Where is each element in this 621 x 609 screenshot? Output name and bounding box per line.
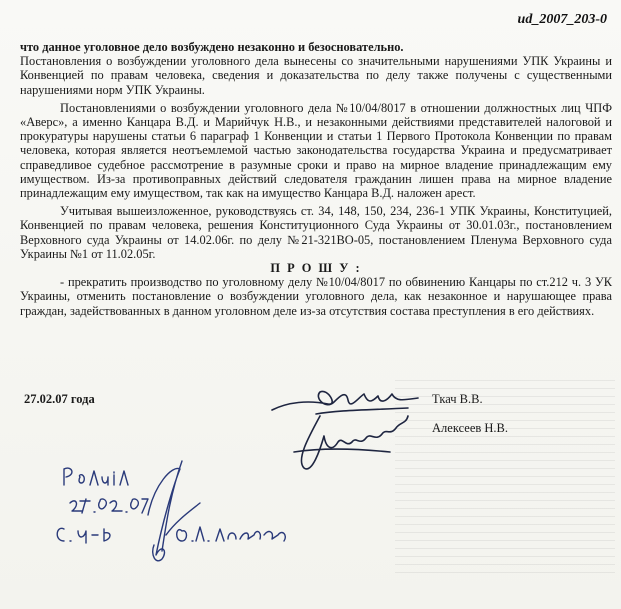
- paragraph-5: - прекратить производство по уголовному делу №10/04/8017 по обвинению Канцары по ст.212 ч. 3 УК Украины, отменить постановление о возбуждении уголовного дела, как незаконное и нарушающее права граждан, задействованных в данном уголовном деле из-за отсутствия состава преступления в его действиях.: [20, 275, 612, 318]
- paragraph-3: Постановлениями о возбуждении уголовного дела №10/04/8017 в отношении должностных лиц ЧПФ «Аверс», а именно Канцара В.Д. и Марийчук Н.В., и незаконными действиями представителей налоговой и прокуратуры нарушены статьи 6 параграф 1 Конвенции и статьи 1 Первого Протокола Конвенции по правам человека, которая является неотъемлемой частью законодательства государства Украина и предусматривает справедливое судебное рассмотрение в разумные сроки и право на мирное владение принадлежащим ему имуществом. Из-за противоправных действий следователя гражданин лишен права на мирное владение принадлежащим ему имуществом, так как на имущество Канцара В.Д. наложен арест.: [20, 100, 612, 201]
- signer-1: Ткач В.В.: [432, 392, 483, 406]
- document-body: [20, 40, 612, 318]
- request-heading: П Р О Ш У :: [270, 261, 362, 276]
- document-date: 27.02.07 года: [24, 392, 95, 406]
- paragraph-4: Учитывая вышеизложенное, руководствуясь ст. 34, 148, 150, 234, 236-1 УПК Украины, Конституцией, Конвенцией по правам человека, решения Конституционного Суда Украины от 30.01.03г., постановлением Верховного суда Украины от 14.02.06г. по делу №21-321ВО-05, постановлением Пленума Верховного суда Украины №1 от 11.02.05г.: [20, 204, 612, 261]
- signature-2-image: [290, 408, 420, 478]
- background-texture: [395, 373, 615, 573]
- paragraph-1: что данное уголовное дело возбуждено незаконно и безосновательно.: [20, 40, 404, 54]
- handwritten-note-image: [50, 455, 300, 595]
- signer-2: Алексеев Н.В.: [432, 421, 509, 435]
- paragraph-2: Постановления о возбуждении уголовного дела вынесены со значительными нарушениями УПК Украины и Конвенцией по правам человека, сведения и доказательства по делу также получены с существенными нарушениями норм УПК Украины.: [20, 54, 612, 97]
- document-id: ud_2007_203-0: [517, 12, 607, 27]
